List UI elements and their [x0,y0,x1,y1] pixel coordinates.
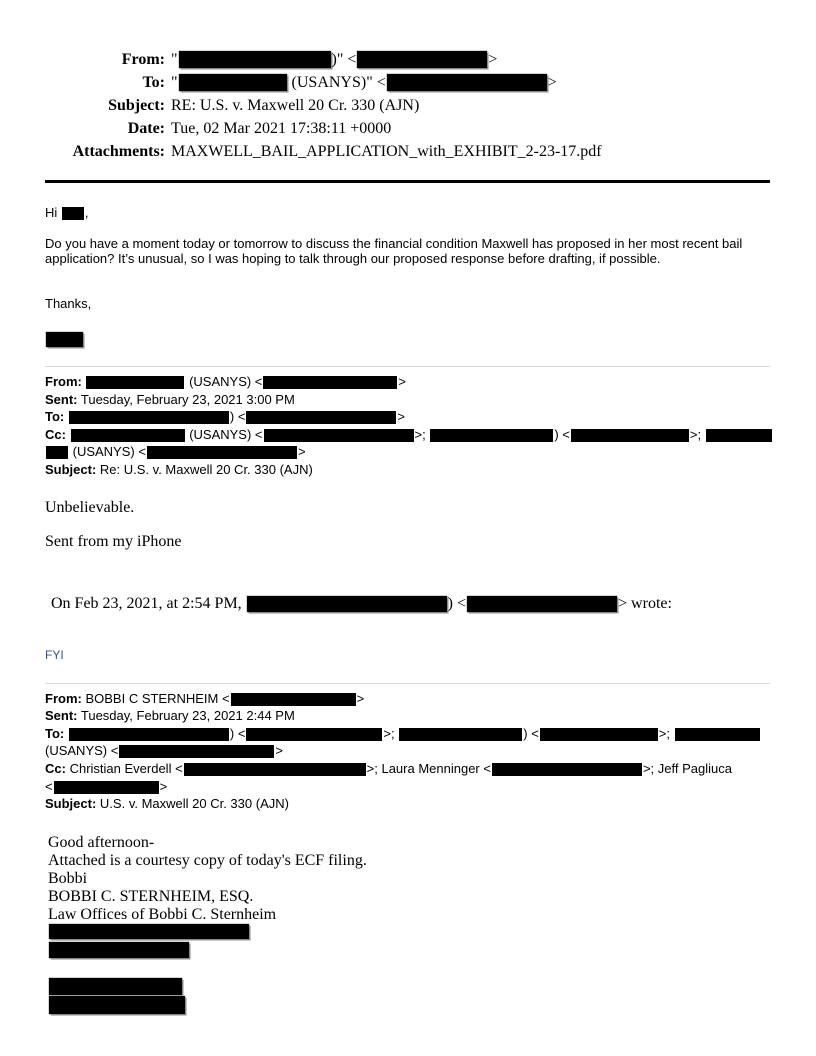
message-paragraph: Do you have a moment today or tomorrow to discuss the financial condition Maxwell has proposed in her most recent bail application? It’s unusual, so I was hoping to talk through our proposed response before drafting, if possible. [45,235,743,266]
header-field-value: " )" < > [171,51,498,68]
quoted-body-line: BOBBI C. STERNHEIM, ESQ. [48,887,254,905]
header-field-row [45,117,770,140]
redaction-box [49,978,182,995]
quoted-header-label: To: [45,409,65,425]
quoted-header-label: Sent: [45,391,78,407]
redaction-box [430,429,553,442]
quoted-header-row: From: (USANYS) < > [45,374,406,389]
redaction-box [675,728,760,741]
redaction-box [571,429,689,442]
quoted-header-label: To: [45,725,65,741]
quoted-header-row: (USANYS) < > [45,443,770,461]
quoted-header-label: Cc: [45,426,66,442]
header-field-label: To: [142,74,165,91]
redaction-box [54,781,159,794]
redaction-box [71,429,185,442]
quoted-header-label: Sent: [45,708,78,724]
header-divider-rule [45,180,770,183]
quoted-body-line: Attached is a courtesy copy of today's ECF filing. [48,851,367,869]
quoted-header-label: From: [45,374,82,389]
signature-redaction-blocks [45,924,770,1014]
quoted-body-line: Sent from my iPhone [45,532,182,550]
redaction-box [706,429,772,442]
quoted-header-row: Cc: (USANYS) < >; ) < >; [45,426,770,444]
redaction-box [246,728,382,741]
quoted-header-label: From: [45,690,82,706]
quoted-body-line: Unbelievable. [45,498,135,516]
redaction-box [147,446,297,459]
quoted-header-row: Subject: U.S. v. Maxwell 20 Cr. 330 (AJN) [45,796,289,812]
quoted-header-label: Subject: [45,461,97,477]
redaction-box [69,728,229,741]
header-field-label: Attachments: [72,143,165,160]
quoted-email-divider [45,366,770,367]
redaction-box [264,429,414,442]
redaction-box [179,51,331,68]
closing-line: Thanks, [45,295,92,311]
redaction-box [387,74,547,91]
redaction-box [86,376,184,389]
header-field-value: Tue, 02 Mar 2021 17:38:11 +0000 [171,120,392,137]
redaction-box [184,763,366,776]
redaction-box [49,996,185,1014]
header-field-label: From: [121,51,165,68]
sender-signature-redaction [45,332,770,347]
quoted-header-label: Cc: [45,760,66,776]
redaction-box [179,74,287,91]
redaction-box [263,376,397,389]
header-field-row [45,48,770,71]
header-field-value: " (USANYS)" < > [171,74,557,91]
redaction-box [49,924,249,939]
quoted-email-1-header [45,373,770,479]
quoted-body-line: Bobbi [48,869,88,887]
message-body-top [45,205,770,347]
quoted-header-row: Sent: Tuesday, February 23, 2021 2:44 PM [45,708,295,724]
redaction-box [357,51,487,68]
header-field-row [45,71,770,94]
reply-attribution-line: On Feb 23, 2021, at 2:54 PM, ) < > wrote: [51,594,672,612]
quoted-header-row: From: BOBBI C STERNHEIM < > [45,690,365,706]
quoted-email-2-header [45,690,770,813]
header-field-value: RE: U.S. v. Maxwell 20 Cr. 330 (AJN) [171,97,420,114]
quoted-email-divider [45,683,770,684]
redaction-box [399,728,522,741]
quoted-header-row: (USANYS) < > [45,743,283,759]
redaction-box [247,596,447,612]
quoted-header-row: Subject: Re: U.S. v. Maxwell 20 Cr. 330 (AJN) [45,461,313,477]
redaction-box [46,332,83,347]
quoted-body-line: Law Offices of Bobbi C. Sternheim [48,905,277,923]
redaction-box [467,596,617,612]
header-field-label: Subject: [108,97,165,114]
redaction-box [69,411,229,424]
quoted-header-row: Sent: Tuesday, February 23, 2021 3:00 PM [45,391,295,407]
quoted-header-row: To: ) < > [45,409,406,425]
redaction-box [49,942,189,958]
quoted-header-row: < > [45,778,168,794]
quoted-email-2-body [45,834,770,924]
redaction-box [492,763,642,776]
redaction-box [540,728,658,741]
quoted-header-row: Cc: Christian Everdell < >; Laura Menninger < >; Jeff Pagliuca [45,760,732,776]
header-field-row [45,94,770,117]
quoted-header-row: To: ) < >; ) < >; [45,725,770,743]
quoted-body-line: Good afternoon- [48,833,155,851]
fyi-note: FYI [45,647,64,662]
quoted-email-1-body [45,499,770,612]
redaction-box [231,693,356,706]
header-field-row [45,140,770,163]
email-header-block [45,48,770,163]
redaction-box [119,745,274,758]
redaction-box [46,446,68,459]
redaction-box [62,207,84,220]
redaction-box [246,411,396,424]
header-field-label: Date: [127,120,165,137]
blank-line-spacer [48,960,770,978]
header-field-value: MAXWELL_BAIL_APPLICATION_with_EXHIBIT_2-23-17.pdf [171,143,602,160]
greeting-line: Hi , [45,205,89,220]
quoted-header-label: Subject: [45,796,97,812]
